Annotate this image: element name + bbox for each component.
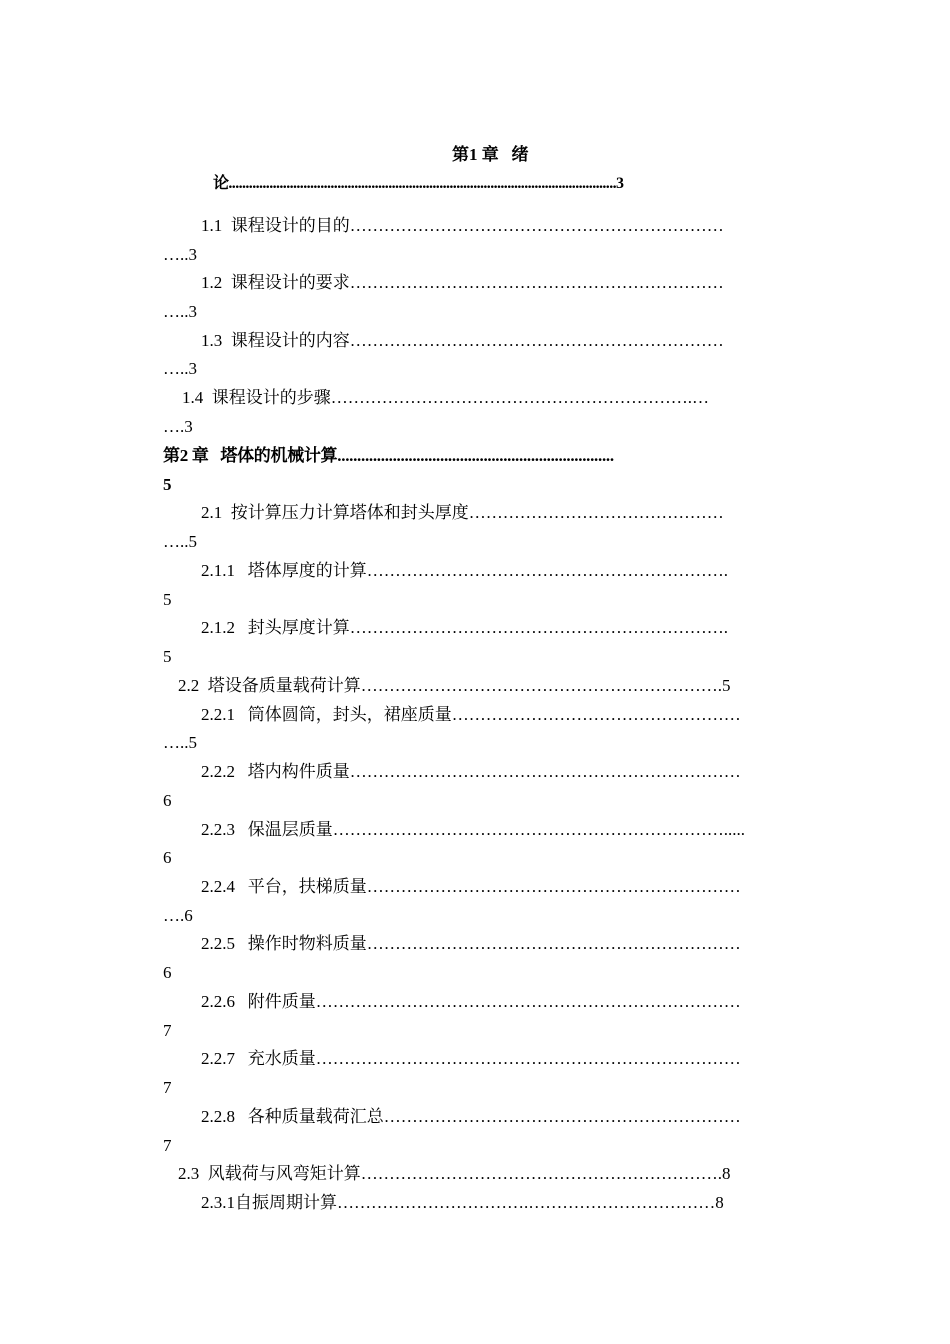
toc-entry-2-2-1: 2.2.1 筒体圆筒，封头，裙座质量…………………………………………… (201, 705, 741, 724)
toc-entry-2-1-2: 2.1.2 封头厚度计算…………………………………………………………. (201, 618, 728, 637)
toc-entry-1-4: 1.4 课程设计的步骤……………………………………………………….… (182, 388, 709, 407)
toc-entry-2-2-8-page: 7 (163, 1136, 172, 1155)
toc-entry-2-2-3-page: 6 (163, 848, 172, 867)
toc-entry-2-2-2-page: 6 (163, 791, 172, 810)
toc-entry-2-2-6: 2.2.6 附件质量………………………………………………………………… (201, 992, 741, 1011)
toc-entry-2-2-7-page: 7 (163, 1078, 172, 1097)
toc-chapter-1-title: 第1 章 绪 (452, 145, 529, 164)
toc-entry-2-2-4: 2.2.4 平台，扶梯质量………………………………………………………… (201, 877, 741, 896)
toc-entry-2-1-1: 2.1.1 塔体厚度的计算………………………………………………………. (201, 561, 728, 580)
toc-chapter-2-title: 第2 章 塔体的机械计算...................................................................... (163, 446, 614, 465)
toc-entry-2-2-8: 2.2.8 各种质量载荷汇总……………………………………………………… (201, 1107, 741, 1126)
toc-entry-2-3-1: 2.3.1自振周期计算…………………………….……………………………8 (201, 1193, 724, 1212)
toc-entry-2-1: 2.1 按计算压力计算塔体和封头厚度……………………………………… (201, 503, 724, 522)
toc-entry-1-2-page: …..3 (163, 302, 197, 321)
toc-entry-2-1-1-page: 5 (163, 590, 172, 609)
toc-entry-2-2-7: 2.2.7 充水质量………………………………………………………………… (201, 1049, 741, 1068)
toc-entry-2-2: 2.2 塔设备质量载荷计算……………………………………………………….5 (178, 676, 731, 695)
toc-entry-1-3-page: …..3 (163, 359, 197, 378)
toc-entry-1-1-page: …..3 (163, 245, 197, 264)
toc-entry-1-3: 1.3 课程设计的内容………………………………………………………… (201, 331, 724, 350)
toc-entry-2-1-page: …..5 (163, 532, 197, 551)
toc-entry-1-2: 1.2 课程设计的要求………………………………………………………… (201, 273, 724, 292)
toc-entry-2-2-6-page: 7 (163, 1021, 172, 1040)
toc-entry-2-2-1-page: …..5 (163, 733, 197, 752)
toc-entry-2-2-5: 2.2.5 操作时物料质量………………………………………………………… (201, 934, 741, 953)
toc-entry-1-4-page: ….3 (163, 417, 193, 436)
toc-chapter-1-page: 论..................................................................................................................3 (213, 175, 624, 192)
toc-chapter-2-page: 5 (163, 475, 172, 494)
toc-entry-2-2-5-page: 6 (163, 963, 172, 982)
toc-entry-1-1: 1.1 课程设计的目的………………………………………………………… (201, 216, 724, 235)
toc-entry-2-3: 2.3 风载荷与风弯矩计算……………………………………………………….8 (178, 1164, 731, 1183)
toc-entry-2-1-2-page: 5 (163, 647, 172, 666)
toc-entry-2-2-3: 2.2.3 保温层质量……………………………………………………………..... (201, 820, 745, 839)
toc-entry-2-2-4-page: ….6 (163, 906, 193, 925)
toc-entry-2-2-2: 2.2.2 塔内构件质量…………………………………………………………… (201, 762, 741, 781)
